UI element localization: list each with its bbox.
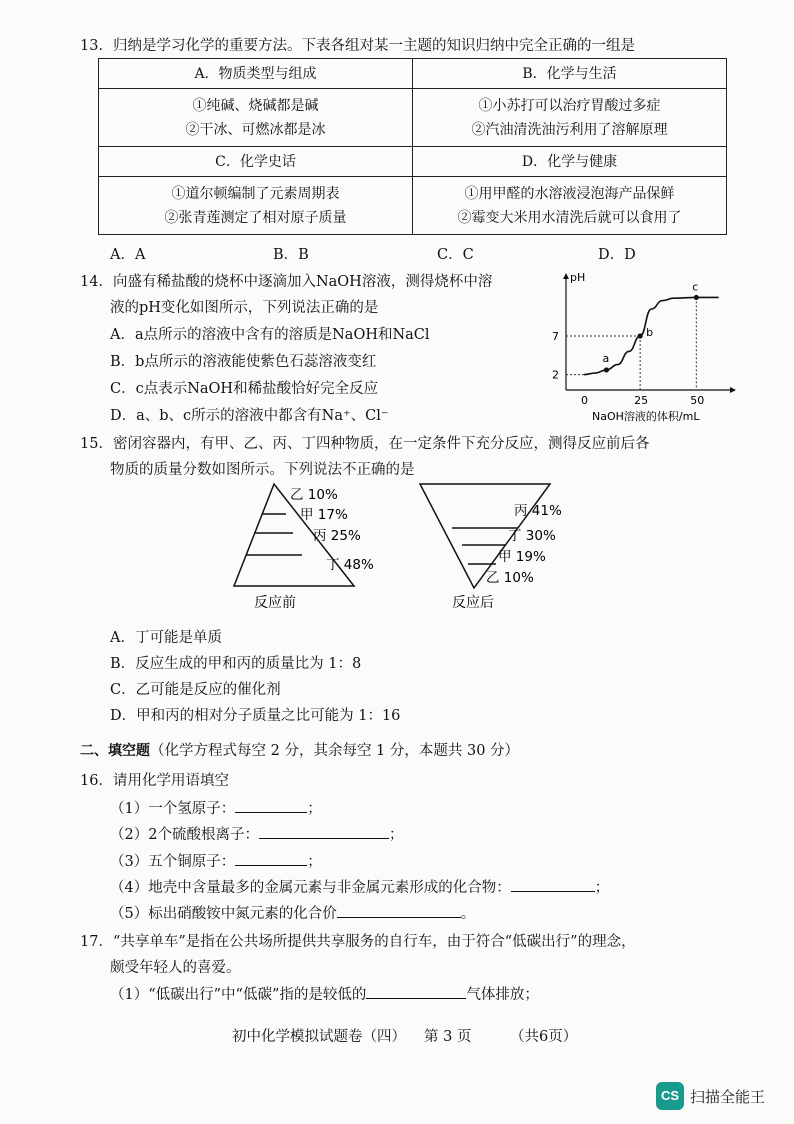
- section2-note: （化学方程式每空 2 分，其余每空 1 分，本题共 30 分）: [150, 743, 520, 759]
- q13-a-line1: ①纯碱、烧碱都是碱: [192, 97, 319, 114]
- q13-c-head: C．化学史话: [99, 147, 413, 177]
- q14-option-a[interactable]: A．a点所示的溶液中含有的溶质是NaOH和NaCl: [110, 327, 430, 343]
- q16-item2-label: （2）2个硫酸根离子：: [110, 827, 259, 843]
- q17-item1-suffix: 气体排放；: [466, 987, 539, 1003]
- after-label-bing: 丙 41%: [514, 503, 562, 519]
- after-label-ding: 丁 30%: [508, 528, 556, 544]
- q15-option-a[interactable]: A．丁可能是单质: [110, 630, 222, 646]
- q16-item1-label: （1）一个氢原子：: [110, 801, 236, 817]
- q13-c-line1: ①道尔顿编制了元素周期表: [171, 185, 340, 202]
- q13-table: [98, 58, 727, 235]
- q17-stem-line1: 17．“共享单车”是指在公共场所提供共享服务的自行车，由于符合“低碳出行”的理念，: [80, 934, 636, 950]
- section2-title: 二、填空题: [80, 743, 150, 759]
- q13-d-line2: ②霉变大米用水清洗后就可以食用了: [457, 209, 682, 226]
- ph-point-b: [638, 333, 643, 338]
- footer-total: （共6页）: [510, 1029, 578, 1045]
- ph-point-a: [604, 367, 609, 372]
- q13-option-b[interactable]: B．B: [273, 247, 309, 263]
- q13-d-head: D．化学与健康: [413, 147, 727, 177]
- q16-blank5[interactable]: [337, 903, 461, 918]
- ph-x-tick-0: 0: [580, 394, 588, 407]
- q16-item3-punct: ；: [307, 854, 322, 870]
- q13-b-head: B．化学与生活: [413, 59, 727, 89]
- q16-item5: [110, 902, 475, 923]
- q14-option-c[interactable]: C．c点表示NaOH和稀盐酸恰好完全反应: [110, 381, 379, 397]
- q13-option-c[interactable]: C．C: [437, 247, 474, 263]
- after-label-yi: 乙 10%: [486, 570, 534, 586]
- ph-y-label: pH: [570, 271, 586, 284]
- ph-point-label-a: a: [602, 351, 610, 365]
- q13-a-head: A．物质类型与组成: [99, 59, 413, 89]
- section2-heading: [80, 739, 519, 760]
- q13-option-d[interactable]: D．D: [598, 247, 636, 263]
- camscanner-logo: CS: [656, 1082, 684, 1110]
- q15-stem-line1: 15．密闭容器内，有甲、乙、丙、丁四种物质，在一定条件下充分反应，测得反应前后各: [80, 436, 650, 452]
- ph-x-label: NaOH溶液的体积/mL: [592, 410, 700, 423]
- q17-item1-label: （1）“低碳出行”中“低碳”指的是较低的: [110, 987, 367, 1003]
- before-label-ding: 丁 48%: [326, 557, 374, 573]
- q16-item1: [110, 797, 322, 818]
- footer-title: 初中化学模拟试题卷（四）: [232, 1029, 406, 1045]
- q13-stem: 13．归纳是学习化学的重要方法。下表各组对某一主题的知识归纳中完全正确的一组是: [80, 38, 635, 54]
- q15-option-c[interactable]: C．乙可能是反应的催化剂: [110, 682, 281, 698]
- q16-item1-punct: ；: [307, 801, 322, 817]
- ph-y-arrow: [563, 273, 569, 279]
- q13-b-line1: ①小苏打可以治疗胃酸过多症: [478, 97, 661, 114]
- ph-x-tick-1: 25: [634, 394, 649, 407]
- q13-a-line2: ②干冰、可燃冰都是冰: [185, 121, 326, 138]
- q16-item4-label: （4）地壳中含量最多的金属元素与非金属元素形成的化合物：: [110, 880, 511, 896]
- ph-x-arrow: [730, 387, 736, 393]
- ph-point-c: [694, 295, 699, 300]
- before-label-jia: 甲 17%: [300, 507, 348, 523]
- q16-item3: [110, 850, 322, 871]
- after-caption: 反应后: [452, 595, 494, 611]
- q17-item1: [110, 983, 539, 1004]
- q16-item5-punct: 。: [460, 906, 476, 922]
- q16-item4: [110, 876, 609, 897]
- q16-item2: [110, 823, 403, 844]
- ph-point-label-b: b: [646, 326, 654, 339]
- q13-c-line2: ②张青莲测定了相对原子质量: [164, 209, 347, 226]
- q16-item3-label: （3）五个铜原子：: [110, 854, 236, 870]
- camscanner-text: 扫描全能王: [690, 1088, 766, 1106]
- q13-option-a[interactable]: A．A: [110, 247, 146, 263]
- q16-item4-punct: ；: [594, 880, 610, 896]
- q13-b-body: [413, 89, 727, 147]
- q17-blank1[interactable]: [366, 984, 466, 999]
- q14-stem-line2: 液的pH变化如图所示，下列说法正确的是: [110, 300, 379, 316]
- q16-blank2[interactable]: [259, 824, 389, 839]
- before-label-bing: 丙 25%: [313, 528, 361, 544]
- q15-stem-line2: 物质的质量分数如图所示。下列说法不正确的是: [110, 462, 415, 478]
- q16-item2-punct: ；: [388, 827, 404, 843]
- q16-stem: 16．请用化学用语填空: [80, 773, 229, 789]
- before-label-yi: 乙 10%: [290, 487, 338, 503]
- q16-item5-label: （5）标出硝酸铵中氮元素的化合价: [110, 906, 337, 922]
- q16-blank3[interactable]: [235, 851, 307, 866]
- q14-option-b[interactable]: B．b点所示的溶液能使紫色石蕊溶液变红: [110, 354, 377, 370]
- ph-chart: [548, 266, 738, 430]
- footer-page: 第 3 页: [424, 1029, 472, 1045]
- q13-c-body: [99, 177, 413, 235]
- q15-diagram: [230, 478, 590, 618]
- q13-d-body: [413, 177, 727, 235]
- q15-option-b[interactable]: B．反应生成的甲和丙的质量比为 1：8: [110, 656, 362, 672]
- ph-chart-guides: [566, 297, 696, 390]
- q15-option-d[interactable]: D．甲和丙的相对分子质量之比可能为 1：16: [110, 708, 401, 724]
- ph-x-tick-2: 50: [690, 394, 705, 407]
- ph-y-tick-0: 2: [552, 368, 559, 382]
- q17-stem-line2: 颇受年轻人的喜爱。: [110, 960, 241, 976]
- q13-d-line1: ①用甲醛的水溶液浸泡海产品保鲜: [464, 185, 675, 202]
- q13-a-body: [99, 89, 413, 147]
- before-caption: 反应前: [254, 595, 296, 611]
- q13-b-line2: ②汽油清洗油污利用了溶解原理: [471, 121, 668, 138]
- ph-chart-labels: [552, 271, 704, 423]
- q14-option-d[interactable]: D．a、b、c所示的溶液中都含有Na⁺、Cl⁻: [110, 408, 389, 424]
- after-label-jia: 甲 19%: [498, 549, 546, 565]
- ph-point-label-c: c: [692, 280, 699, 294]
- q14-stem-line1: 14．向盛有稀盐酸的烧杯中逐滴加入NaOH溶液，测得烧杯中溶: [80, 274, 493, 290]
- q16-blank1[interactable]: [235, 798, 307, 813]
- q16-blank4[interactable]: [511, 877, 595, 892]
- ph-y-tick-1: 7: [552, 330, 559, 343]
